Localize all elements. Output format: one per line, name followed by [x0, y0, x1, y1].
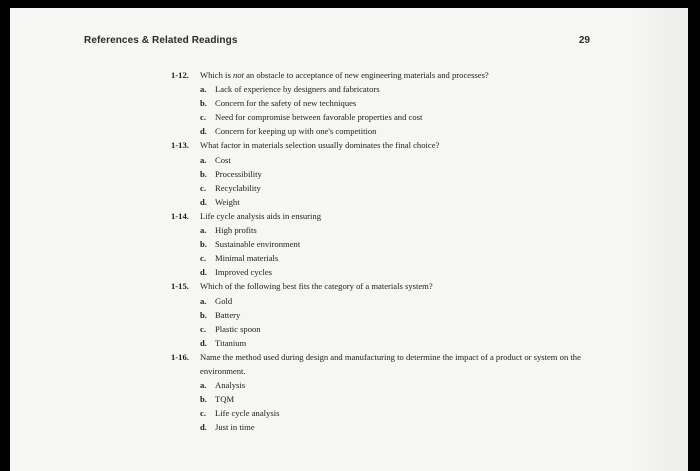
page-number: 29 [578, 35, 590, 46]
question-1-15 [171, 279, 611, 349]
question-number: 1-15. [171, 281, 189, 292]
question-list [171, 68, 611, 434]
question-1-13 [171, 138, 611, 208]
answer-option: b. Concern for the safety of new techniques [200, 98, 357, 109]
page-header-title: References & Related Readings [84, 35, 238, 46]
answer-option: a. Lack of experience by designers and fabricators [200, 84, 380, 95]
answer-option: c. Minimal materials [200, 253, 279, 264]
answer-option: d. Improved cycles [200, 267, 273, 278]
page-shadow [628, 8, 688, 471]
answer-option: b. Processibility [200, 168, 262, 179]
answer-option: a. Analysis [200, 380, 246, 391]
question-number: 1-12. [171, 70, 189, 80]
question-number: 1-13. [171, 140, 189, 151]
question-1-14 [171, 209, 611, 279]
answer-option: d. Concern for keeping up with one's competition [200, 126, 377, 137]
question-1-16 [171, 350, 611, 435]
answer-option: b. Sustainable environment [200, 239, 301, 250]
question-number: 1-14. [171, 210, 189, 221]
answer-option: d. Just in time [200, 422, 255, 433]
document-page [10, 8, 688, 471]
question-text: What factor in materials selection usually dominates the final choice? [200, 140, 440, 151]
answer-option: d. Titanium [200, 337, 247, 348]
question-1-12 [171, 68, 611, 138]
answer-option: c. Life cycle analysis [200, 408, 280, 419]
answer-option: a. Cost [200, 154, 231, 165]
answer-option: c. Recyclability [200, 182, 261, 193]
answer-option: a. Gold [200, 295, 233, 306]
question-number: 1-16. [171, 351, 189, 362]
question-text: Which of the following best fits the category of a materials system? [200, 281, 433, 292]
answer-option: a. High profits [200, 225, 257, 236]
answer-option: d. Weight [200, 196, 240, 207]
question-emphasis: not [232, 70, 244, 80]
question-text: Life cycle analysis aids in ensuring [200, 210, 321, 221]
answer-option: c. Plastic spoon [200, 323, 261, 334]
answer-option: b. TQM [200, 394, 235, 405]
question-text: Name the method used during design and manufacturing to determine the impact of a product or system on the environment. [200, 351, 581, 376]
answer-option: b. Battery [200, 309, 241, 320]
question-text: Which is not an obstacle to acceptance of new engineering materials and processes? [200, 70, 489, 80]
answer-option: c. Need for compromise between favorable properties and cost [200, 112, 423, 123]
